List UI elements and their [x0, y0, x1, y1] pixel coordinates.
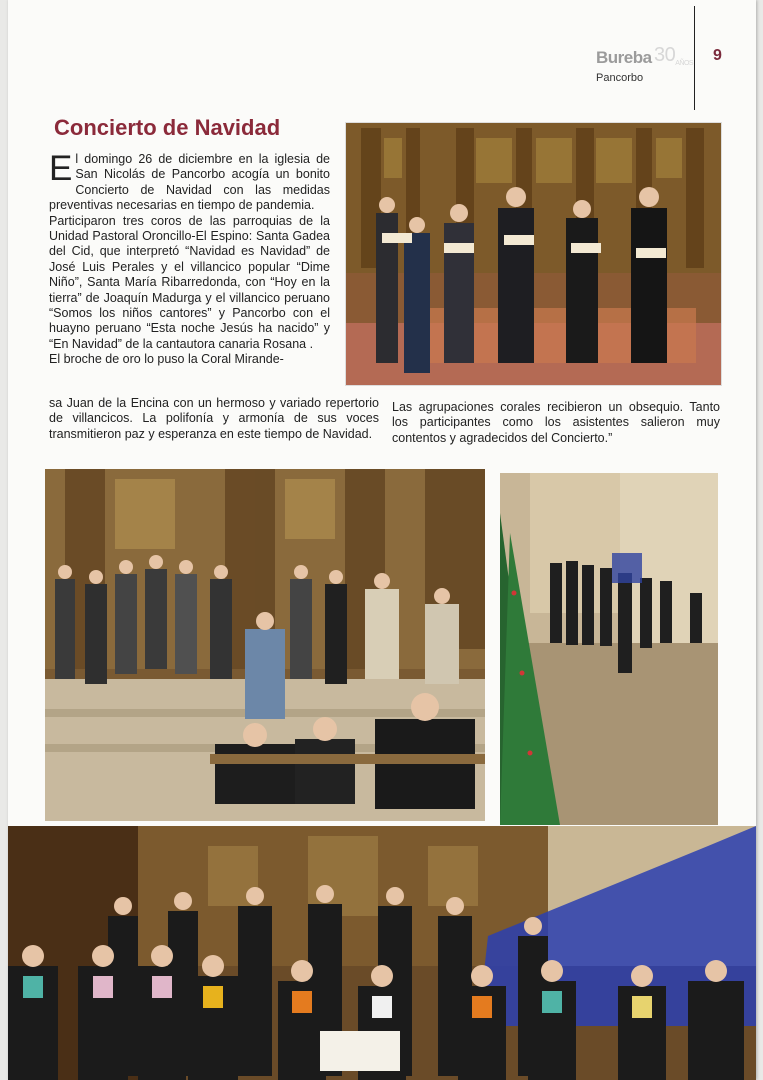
photo-choir-representatives: [345, 122, 722, 386]
photo-church-nave: [500, 473, 718, 825]
paragraph-3-start: El broche de oro lo puso la Coral Mirande-: [49, 352, 284, 367]
magazine-page: [8, 0, 756, 1080]
paragraph-4: Las agrupaciones corales recibieron un obsequio. Tanto los participantes como los asistentes salieron muy contentos y agradecidos del Concierto.”: [392, 400, 720, 445]
paragraph-2: Participaron tres coros de las parroquias de la Unidad Pastoral Oroncillo-El Espino: Santa Gadea del Cid, que interpretó “Navidad es Navidad” de José Luis Perales y el villancico popular “Dime Niño”, Santa María Ribarredonda, con “Hoy en la tierra” de Joaquín Madurga y el villancico peruano “Somos los niños cantores” y Pancorbo con el huayno peruano “Esta noche Jesús ha nacido” y “En Navidad” de la cantautora canaria Rosana .: [49, 213, 330, 351]
photo-coral-mirandesa: [8, 826, 756, 1080]
paragraph-3-continued: sa Juan de la Encina con un hermoso y variado repertorio de villancicos. La polifonía y armonía de sus voces transmitieron paz y esperanza en este tiempo de Navidad.: [49, 396, 379, 441]
text-column-3: [392, 400, 720, 446]
article-title: Concierto de Navidad: [54, 115, 281, 140]
section-name: Pancorbo: [596, 72, 644, 84]
brand-name: Bureba: [596, 48, 652, 67]
header-divider: [694, 6, 695, 110]
text-column-1: [49, 149, 330, 368]
photo-childrens-choir: [45, 469, 485, 821]
paragraph-1: El domingo 26 de diciembre en la iglesia de San Nicolás de Pancorbo acogía un bonito Concierto de Navidad con las medidas preventivas necesarias en tiempo de pandemia.: [49, 149, 330, 213]
text-column-2: [49, 396, 379, 442]
page-number: 9: [713, 47, 722, 64]
anniversary-mark: 30AÑOS: [654, 44, 694, 67]
brand-logo: [596, 44, 694, 68]
drop-cap: E: [49, 149, 73, 188]
